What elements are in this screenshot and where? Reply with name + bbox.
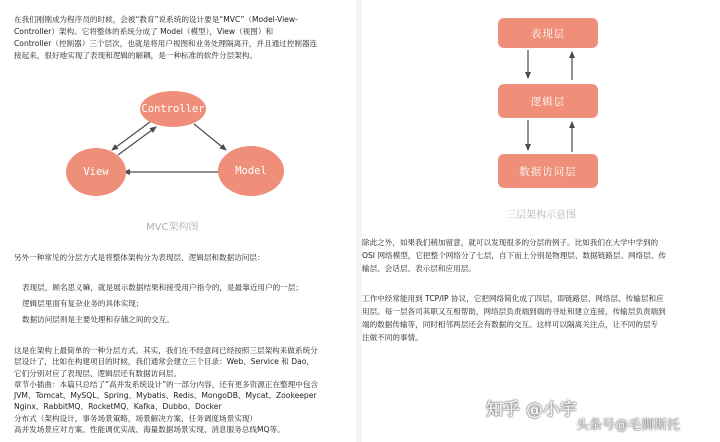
text-line: 除此之外，如果我们稍加留意，就可以发现很多的分层的例子。比如我们在大学中学到的 — [362, 238, 659, 247]
logic-layer-node: 逻辑层 — [498, 84, 598, 118]
watermark-logo: 知乎 @小宇 — [486, 400, 577, 420]
bottom-paragraph — [14, 345, 318, 435]
text-line: 工作中经常能用到 TCP/IP 协议，它把网络简化成了四层，即链路层、网络层、传输层和应 — [362, 294, 664, 303]
text-line: 端的数据传输等，同时相邻两层还会有数据的交互。这样可以隔离关注点，让不同的层专 — [362, 320, 659, 329]
text-line: 章节小插曲：本篇只总结了“高并发系统设计”的一部分内容，还有更多资源正在整理中包含 — [14, 379, 319, 389]
osi-paragraph — [362, 236, 666, 275]
presentation-layer-node: 表现层 — [498, 18, 598, 48]
text-line: 注做不同的事情。 — [362, 333, 423, 342]
text-line: 输层、会话层、表示层和应用层。 — [362, 264, 476, 273]
text-line: JVM、Tomcat、MySQL、Spring、Mybatis、Redis、MongoDB、Mycat、Zookeeper — [14, 391, 317, 401]
list-item: 逻辑层里面有复杂业务的具体实现； — [22, 299, 144, 308]
text-line: 它们分别对应了表现层、逻辑层还有数据访问层。 — [14, 368, 182, 378]
text-line: Nginx、RabbitMQ、RocketMQ、Kafka、Dubbo、Docker — [14, 402, 222, 412]
text-line: 在我们刚刚成为程序员的时候，会被“教育”说系统的设计要是“MVC”（Model-View- — [14, 15, 298, 24]
text-line: Controller（控制器）三个层次，也就是将用户视图和业务处理隔离开，并且通过控制器连 — [14, 39, 318, 48]
text-line: OSI 网络模型，它把整个网络分了七层，自下而上分别是物理层、数据链路层、网络层、传 — [362, 251, 667, 260]
text-line: 接起来，很好地实现了表现和逻辑的解耦，是一种标准的软件分层架构。 — [14, 51, 257, 60]
tcpip-paragraph — [362, 292, 666, 344]
layers-caption: 三层架构示意图 — [506, 210, 576, 221]
layer-arrows — [362, 0, 720, 442]
view-node: View — [66, 148, 126, 196]
model-node: Model — [218, 146, 284, 196]
arrow-controller-to-model — [194, 124, 226, 150]
layer-intro-paragraph: 另外一种常见的分层方式是将整体架构分为表现层、逻辑层和数据访问层： — [14, 253, 265, 262]
data-access-layer-node: 数据访问层 — [498, 154, 598, 188]
left-page — [0, 0, 356, 442]
watermark-sub: 头条号@毛狮斯托 — [576, 418, 681, 433]
text-line: 分布式（架构设计，事务场景策略，场景解决方案，任务调度场景实现） — [14, 413, 257, 423]
text-line: 用层。每一层各司其职又互相帮助，网络层负责端到端的寻址和建立连接，传输层负责端到 — [362, 307, 666, 316]
mvc-caption: MVC架构图 — [146, 222, 199, 233]
right-page — [362, 0, 720, 442]
controller-node: Controller — [140, 91, 206, 127]
text-line: Controller）架构。它将整体的系统分成了 Model（模型），View（视图）和 — [14, 27, 274, 36]
list-item: 数据访问层则是主要处理和存储之间的交互。 — [22, 315, 174, 324]
list-item: 表现层，顾名思义嘛，就是展示数据结果和接受用户指令的，是最靠近用户的一层； — [22, 283, 303, 292]
text-line: 层设计了，比如在构建项目的时候，我们通常会建立三个目录：Web、Service 和 Dao， — [14, 357, 314, 367]
layer-list — [22, 280, 303, 328]
text-line: 高并发场景应对方案、性能调优实战、海量数据场景实现、消息服务总线MQ等。 — [14, 425, 285, 435]
text-line: 这是在架构上最简单的一种分层方式。其实，我们在不经意间已经按照三层架构来做系统分 — [14, 346, 318, 355]
